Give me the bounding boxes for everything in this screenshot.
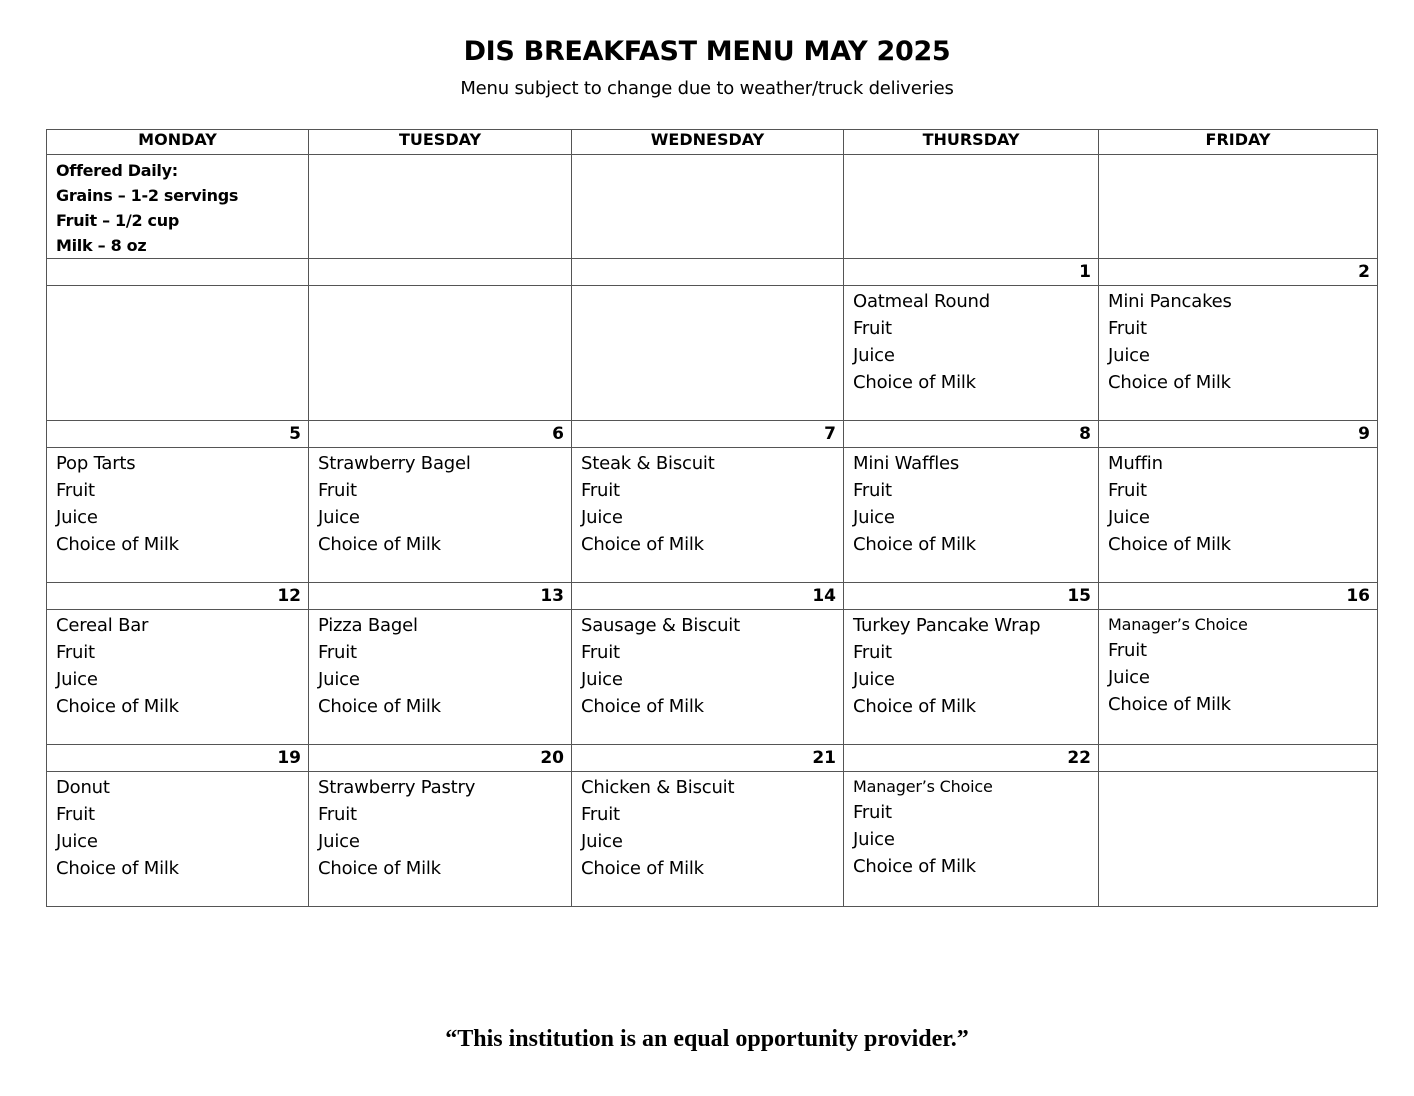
menu-cell — [47, 448, 309, 583]
menu-side-item: Juice — [581, 669, 623, 690]
day-header-wednesday: WEDNESDAY — [572, 130, 844, 155]
menu-side-item: Fruit — [581, 642, 620, 663]
date-number: 16 — [1346, 586, 1370, 606]
offered-daily-row — [47, 155, 1378, 259]
menu-side-item: Choice of Milk — [853, 696, 976, 717]
offered-daily-line: Grains – 1-2 servings — [56, 186, 239, 205]
date-row — [47, 745, 1378, 772]
date-cell — [309, 745, 572, 772]
date-cell — [1099, 745, 1378, 772]
menu-side-item: Juice — [853, 669, 895, 690]
menu-side-item: Choice of Milk — [1108, 534, 1231, 555]
date-cell — [309, 583, 572, 610]
menu-side-item: Choice of Milk — [853, 534, 976, 555]
date-number: 13 — [540, 586, 564, 606]
menu-side-item: Choice of Milk — [318, 858, 441, 879]
date-number: 6 — [552, 424, 564, 444]
menu-calendar — [46, 129, 1378, 907]
menu-main-item: Manager’s Choice — [1108, 615, 1248, 634]
day-header-tuesday: TUESDAY — [309, 130, 572, 155]
menu-main-item: Steak & Biscuit — [581, 453, 715, 474]
menu-cell — [844, 286, 1099, 421]
menu-side-item: Choice of Milk — [318, 696, 441, 717]
menu-main-item: Muffin — [1108, 453, 1163, 474]
date-cell — [572, 259, 844, 286]
date-number: 20 — [540, 748, 564, 768]
menu-side-item: Choice of Milk — [1108, 372, 1231, 393]
date-cell — [47, 583, 309, 610]
date-number: 2 — [1358, 262, 1370, 282]
day-header-monday: MONDAY — [47, 130, 309, 155]
menu-main-item: Chicken & Biscuit — [581, 777, 735, 798]
menu-cell — [1099, 610, 1378, 745]
menu-side-item: Juice — [853, 507, 895, 528]
menu-side-item: Fruit — [318, 480, 357, 501]
menu-side-item: Fruit — [318, 642, 357, 663]
date-number: 9 — [1358, 424, 1370, 444]
date-cell — [572, 745, 844, 772]
menu-side-item: Fruit — [581, 480, 620, 501]
date-cell — [309, 259, 572, 286]
menu-side-item: Choice of Milk — [56, 696, 179, 717]
date-number: 8 — [1079, 424, 1091, 444]
menu-side-item: Juice — [318, 507, 360, 528]
empty-cell — [572, 155, 844, 259]
offered-daily-line: Fruit – 1/2 cup — [56, 211, 179, 230]
weeks-body — [47, 259, 1378, 907]
date-cell — [572, 583, 844, 610]
offered-daily-cell — [47, 155, 309, 259]
day-header-thursday: THURSDAY — [844, 130, 1099, 155]
menu-main-item: Pizza Bagel — [318, 615, 418, 636]
menu-side-item: Fruit — [318, 804, 357, 825]
menu-side-item: Choice of Milk — [581, 534, 704, 555]
page-subtitle: Menu subject to change due to weather/truck deliveries — [460, 78, 954, 99]
menu-side-item: Juice — [56, 507, 98, 528]
menu-side-item: Fruit — [581, 804, 620, 825]
menu-side-item: Juice — [1108, 507, 1150, 528]
empty-cell — [309, 155, 572, 259]
date-cell — [572, 421, 844, 448]
date-number: 14 — [812, 586, 836, 606]
date-number: 22 — [1067, 748, 1091, 768]
menu-side-item: Juice — [581, 507, 623, 528]
menu-main-item: Cereal Bar — [56, 615, 149, 636]
menu-side-item: Fruit — [1108, 318, 1147, 339]
menu-main-item: Strawberry Pastry — [318, 777, 476, 798]
menu-main-item: Strawberry Bagel — [318, 453, 471, 474]
menu-cell — [572, 772, 844, 907]
date-cell — [844, 745, 1099, 772]
date-cell — [844, 421, 1099, 448]
date-cell — [47, 421, 309, 448]
menu-side-item: Fruit — [853, 480, 892, 501]
menu-side-item: Choice of Milk — [581, 858, 704, 879]
menu-main-item: Donut — [56, 777, 110, 798]
menu-side-item: Fruit — [853, 802, 892, 823]
menu-cell — [47, 772, 309, 907]
menu-row — [47, 286, 1378, 421]
menu-cell — [1099, 286, 1378, 421]
menu-main-item: Mini Pancakes — [1108, 291, 1232, 312]
menu-row — [47, 772, 1378, 907]
menu-side-item: Juice — [581, 831, 623, 852]
offered-daily-line: Milk – 8 oz — [56, 236, 147, 255]
menu-cell — [844, 772, 1099, 907]
date-number: 19 — [277, 748, 301, 768]
date-row — [47, 583, 1378, 610]
menu-cell — [309, 448, 572, 583]
menu-side-item: Juice — [56, 831, 98, 852]
empty-cell — [844, 155, 1099, 259]
menu-side-item: Fruit — [853, 318, 892, 339]
menu-row — [47, 448, 1378, 583]
menu-cell — [844, 610, 1099, 745]
date-number: 1 — [1079, 262, 1091, 282]
menu-side-item: Choice of Milk — [56, 858, 179, 879]
date-cell — [844, 259, 1099, 286]
empty-cell — [1099, 155, 1378, 259]
menu-cell — [309, 610, 572, 745]
menu-main-item: Mini Waffles — [853, 453, 960, 474]
menu-side-item: Fruit — [56, 642, 95, 663]
menu-cell — [572, 448, 844, 583]
menu-cell — [1099, 772, 1378, 907]
menu-main-item: Sausage & Biscuit — [581, 615, 740, 636]
date-number: 5 — [289, 424, 301, 444]
menu-side-item: Fruit — [853, 642, 892, 663]
menu-cell — [309, 286, 572, 421]
menu-side-item: Juice — [853, 345, 895, 366]
menu-main-item: Pop Tarts — [56, 453, 136, 474]
menu-cell — [309, 772, 572, 907]
menu-cell — [47, 286, 309, 421]
date-row — [47, 421, 1378, 448]
day-header-friday: FRIDAY — [1099, 130, 1378, 155]
equal-opportunity-statement: “This institution is an equal opportunity provider.” — [445, 1026, 969, 1052]
menu-side-item: Juice — [1108, 345, 1150, 366]
date-number: 15 — [1067, 586, 1091, 606]
menu-side-item: Juice — [56, 669, 98, 690]
menu-side-item: Fruit — [1108, 480, 1147, 501]
date-row — [47, 259, 1378, 286]
menu-side-item: Choice of Milk — [581, 696, 704, 717]
menu-cell — [844, 448, 1099, 583]
date-cell — [1099, 583, 1378, 610]
date-cell — [844, 583, 1099, 610]
date-cell — [47, 745, 309, 772]
date-cell — [47, 259, 309, 286]
menu-row — [47, 610, 1378, 745]
page-title: DIS BREAKFAST MENU MAY 2025 — [463, 36, 951, 67]
menu-side-item: Choice of Milk — [853, 856, 976, 877]
menu-side-item: Fruit — [56, 480, 95, 501]
menu-cell — [572, 610, 844, 745]
menu-side-item: Choice of Milk — [853, 372, 976, 393]
date-number: 12 — [277, 586, 301, 606]
date-cell — [309, 421, 572, 448]
date-cell — [1099, 259, 1378, 286]
menu-side-item: Fruit — [1108, 640, 1147, 661]
menu-side-item: Juice — [1108, 667, 1150, 688]
menu-side-item: Choice of Milk — [318, 534, 441, 555]
menu-main-item: Turkey Pancake Wrap — [853, 615, 1041, 636]
menu-side-item: Choice of Milk — [56, 534, 179, 555]
offered-daily-heading: Offered Daily: — [56, 161, 178, 180]
menu-side-item: Fruit — [56, 804, 95, 825]
menu-side-item: Juice — [318, 831, 360, 852]
menu-main-item: Oatmeal Round — [853, 291, 990, 312]
menu-cell — [1099, 448, 1378, 583]
menu-side-item: Juice — [853, 829, 895, 850]
menu-cell — [47, 610, 309, 745]
menu-main-item: Manager’s Choice — [853, 777, 993, 796]
menu-side-item: Choice of Milk — [1108, 694, 1231, 715]
date-number: 7 — [824, 424, 836, 444]
date-cell — [1099, 421, 1378, 448]
date-number: 21 — [812, 748, 836, 768]
weekday-header-row — [47, 130, 1378, 155]
menu-side-item: Juice — [318, 669, 360, 690]
menu-cell — [572, 286, 844, 421]
